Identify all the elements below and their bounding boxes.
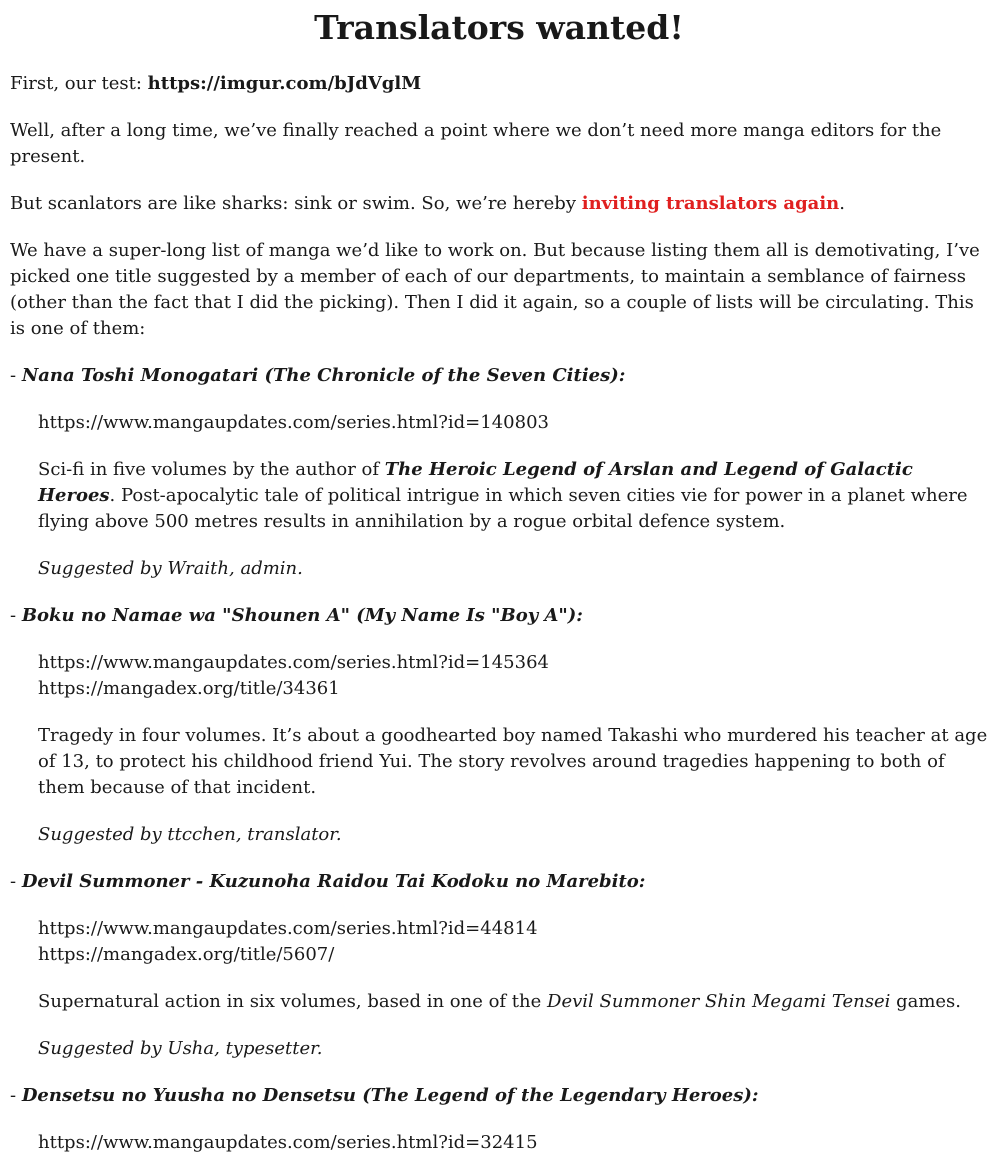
entry-description	[38, 989, 988, 1015]
suggested-by: Suggested by ttcchen, translator.	[38, 824, 342, 845]
suggested-by: Suggested by Wraith, admin.	[38, 558, 303, 579]
manga-entry	[10, 603, 988, 848]
desc-segment-game-ref: Devil Summoner Shin Megami Tensei	[547, 991, 891, 1012]
entry-description: Tragedy in four volumes. It’s about a goodhearted boy named Takashi who murdered his teacher at age of 13, to protect his childhood friend Yui. The story revolves around tragedies happening to both of them because of that incident.	[38, 725, 988, 798]
manga-entry	[10, 1083, 988, 1156]
manga-entry	[10, 869, 988, 1062]
manga-entry	[10, 363, 988, 582]
entry-url: https://mangadex.org/title/5607/	[38, 944, 335, 965]
entry-url-list	[38, 916, 988, 968]
entry-bullet: -	[10, 1085, 22, 1106]
post-content	[0, 6, 1000, 1156]
entry-title: Devil Summoner - Kuzunoha Raidou Tai Kodoku no Marebito:	[21, 871, 646, 892]
paragraph-editors: Well, after a long time, we’ve finally reached a point where we don’t need more manga editors for the present.	[10, 120, 942, 167]
entry-url: https://www.mangaupdates.com/series.html?id=140803	[38, 412, 549, 433]
desc-segment: . Post-apocalytic tale of political intrigue in which seven cities vie for power in a planet where flying above 500 metres results in annihilation by a rogue orbital defence system.	[38, 485, 968, 532]
entry-bullet: -	[10, 365, 22, 386]
entry-title-line	[10, 1083, 988, 1109]
entry-title-line	[10, 603, 988, 629]
entry-title: Nana Toshi Monogatari (The Chronicle of the Seven Cities):	[21, 365, 626, 386]
desc-segment: Sci-fi in five volumes by the author of	[38, 459, 385, 480]
desc-segment-title-ref: The Heroic Legend of Arslan and Legend of Galactic Heroes	[38, 459, 913, 506]
paragraph-list-intro: We have a super-long list of manga we’d like to work on. But because listing them all is demotivating, I’ve picked one title suggested by a member of each of our departments, to maintain a semblance of fairness (other than the fact that I did the picking). Then I did it again, so a couple of lists will be circulating. This is one of them:	[10, 240, 980, 339]
desc-segment: games.	[890, 991, 962, 1012]
entry-url: https://www.mangaupdates.com/series.html?id=32415	[38, 1132, 538, 1153]
entry-url-list	[38, 1130, 988, 1156]
test-url-text: https://imgur.com/bJdVglM	[147, 73, 422, 94]
entry-bullet: -	[10, 871, 22, 892]
entry-url: https://www.mangaupdates.com/series.html?id=44814	[38, 918, 538, 939]
test-prefix-text: First, our test:	[10, 73, 148, 94]
paragraph-sharks	[10, 191, 988, 217]
desc-segment: Supernatural action in six volumes, based in one of the	[38, 991, 548, 1012]
entry-description	[38, 457, 988, 535]
entry-title: Densetsu no Yuusha no Densetsu (The Legend of the Legendary Heroes):	[21, 1085, 759, 1106]
entry-url: https://www.mangaupdates.com/series.html?id=145364	[38, 652, 549, 673]
entry-title-line	[10, 363, 988, 389]
entry-title: Boku no Namae wa "Shounen A" (My Name Is "Boy A"):	[21, 605, 583, 626]
entry-title-line	[10, 869, 988, 895]
entry-url-list	[38, 410, 988, 436]
intro-test-line	[10, 71, 988, 97]
entry-url: https://mangadex.org/title/34361	[38, 678, 340, 699]
entry-url-list	[38, 650, 988, 702]
entry-bullet: -	[10, 605, 22, 626]
inviting-translators-highlight: inviting translators again	[581, 193, 840, 214]
suggested-by: Suggested by Usha, typesetter.	[38, 1038, 323, 1059]
sharks-suffix-text: .	[839, 193, 846, 214]
page-title: Translators wanted!	[314, 8, 684, 47]
sharks-prefix-text: But scanlators are like sharks: sink or swim. So, we’re hereby	[10, 193, 582, 214]
